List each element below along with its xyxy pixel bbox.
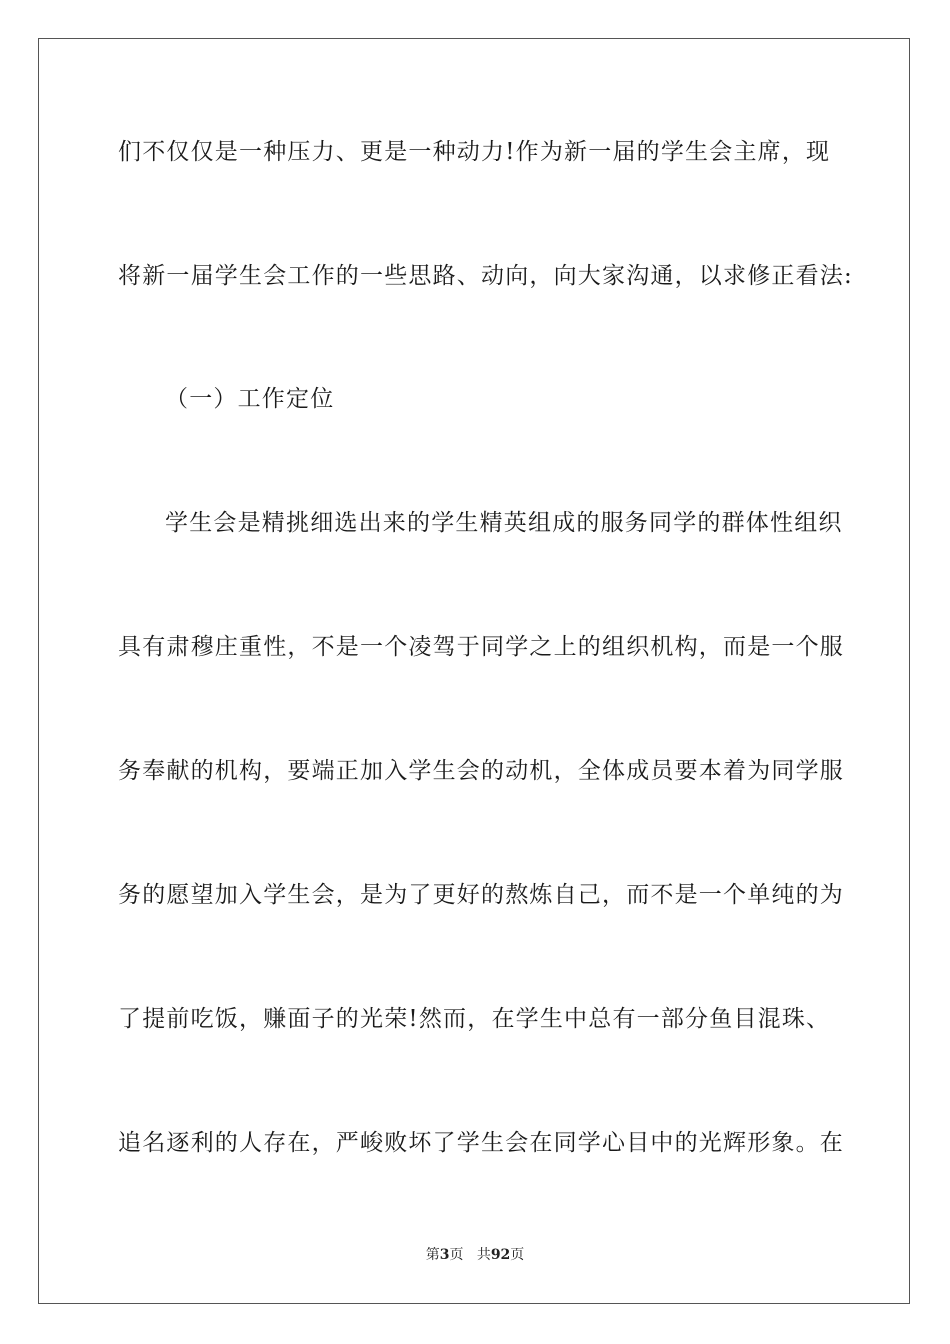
- paragraph-line: 们不仅仅是一种压力、更是一种动力!作为新一届的学生会主席，现: [118, 139, 831, 165]
- paragraph-line: 务的愿望加入学生会，是为了更好的熬炼自己，而不是一个单纯的为: [118, 882, 844, 908]
- paragraph-line: 学生会是精挑细选出来的学生精英组成的服务同学的群体性组织: [165, 510, 843, 536]
- total-prefix: 共: [476, 1247, 491, 1263]
- paragraph-line: 了提前吃饭，赚面子的光荣!然而，在学生中总有一部分鱼目混珠、: [118, 1006, 831, 1032]
- page-total: 92: [490, 1247, 511, 1263]
- paragraph-line: 务奉献的机构，要端正加入学生会的动机，全体成员要本着为同学服: [118, 758, 844, 784]
- total-suffix: 页: [510, 1247, 525, 1263]
- paragraph-line: 将新一届学生会工作的一些思路、动向，向大家沟通，以求修正看法:: [118, 263, 853, 289]
- section-heading: （一）工作定位: [165, 386, 335, 412]
- paragraph-line: 具有肃穆庄重性，不是一个凌驾于同学之上的组织机构，而是一个服: [118, 634, 844, 660]
- paragraph-line: 追名逐利的人存在，严峻败坏了学生会在同学心目中的光辉形象。在: [118, 1130, 844, 1156]
- page-footer: [0, 1246, 950, 1264]
- page-frame: [38, 38, 910, 1304]
- page-current: 3: [439, 1247, 450, 1263]
- page-suffix: 页: [449, 1247, 464, 1263]
- page-prefix: 第: [425, 1247, 440, 1263]
